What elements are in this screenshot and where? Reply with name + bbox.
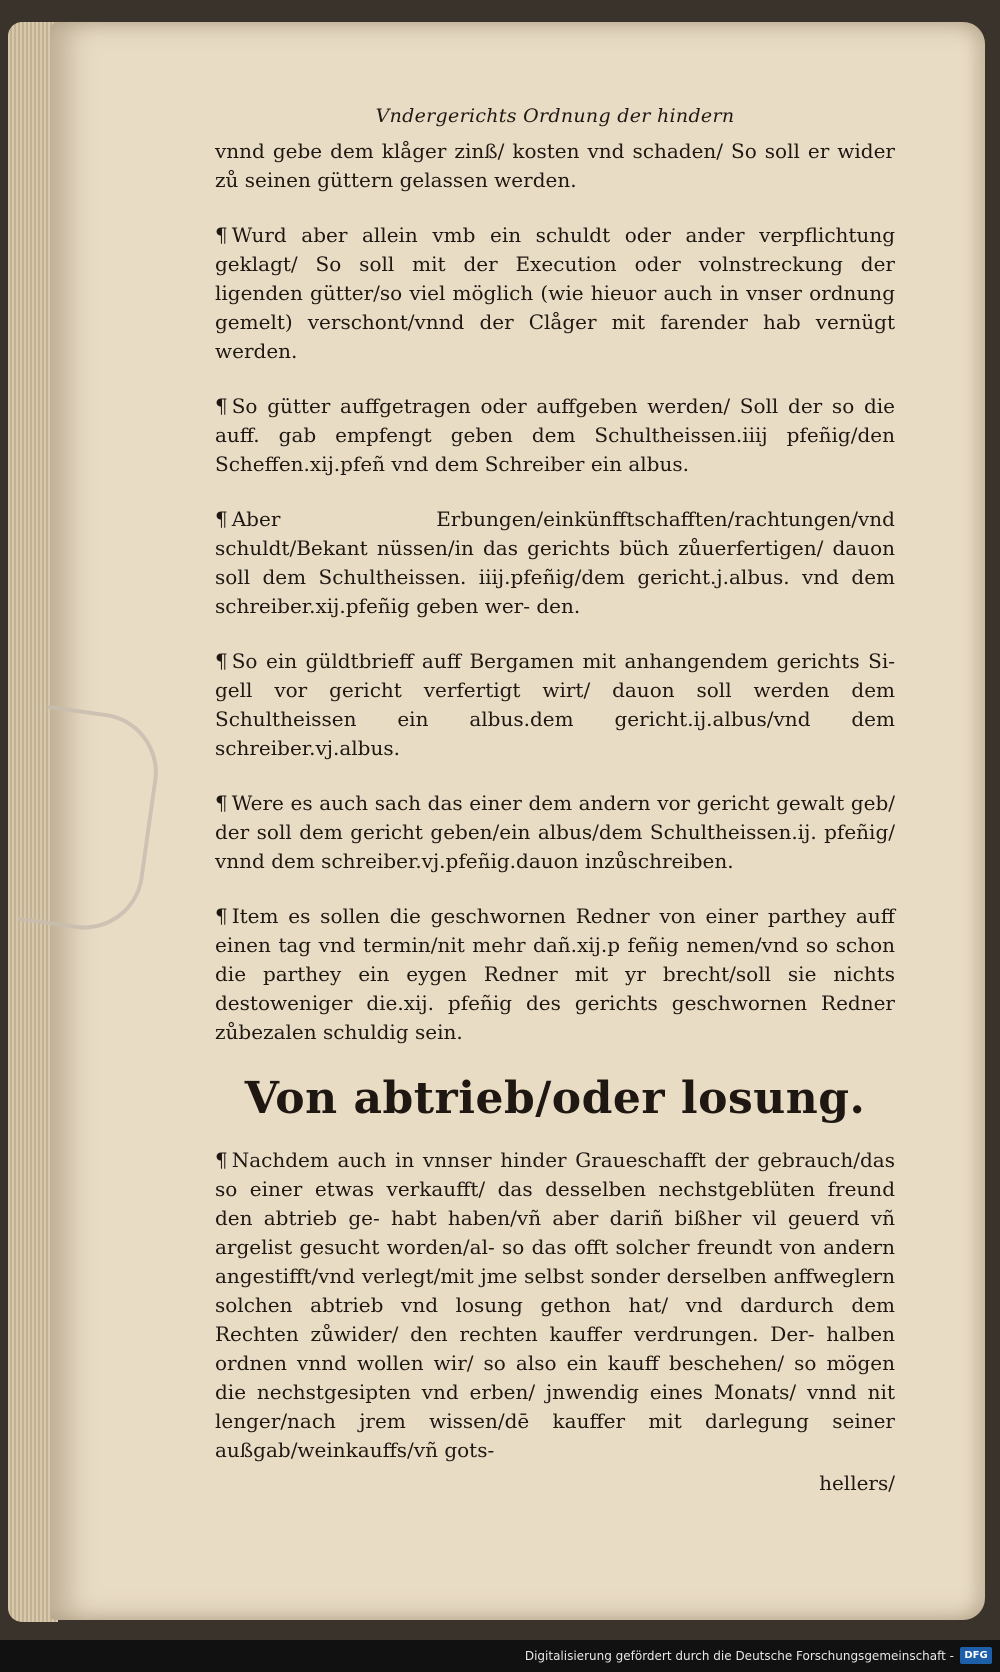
- catchword: hellers/: [819, 1471, 895, 1495]
- section-paragraph-text: Nachdem auch in vnnser hinder Graueschafft der gebrauch/das so einer etwas verkaufft/ das desselben nechstgeblüten freund den abtrieb ge- habt haben/vñ aber dariñ bißher vil geuerd vñ argelist gesucht worden/al- so das offt solcher freundt von andern angestifft/vnd verlegt/mit jme selbst sonder derselben anffweglern solchen abtrieb vnd losung gethon hat/ vnd dardurch dem Rechten zůwider/ den rechten kauffer verdrungen. Der- halben ordnen vnnd wollen wir/ so also ein kauff beschehen/ so mögen die nechstgesipten vnd erben/ jnwendig eines Monats/ vnnd nit lenger/nach jrem wissen/dē kauffer mit darlegung seiner außgab/weinkauffs/vñ gots-: [215, 1148, 895, 1462]
- paragraph-2: [215, 221, 895, 366]
- pilcrow-icon: ¶: [215, 507, 228, 531]
- paragraph-3-text: So gütter auffgetragen oder auffgeben werden/ Soll der so die auff. gab empfengt geben dem Schultheissen.iiij pfeñig/den Scheffen.xij.pfeñ vnd dem Schreiber ein albus.: [215, 394, 895, 476]
- pilcrow-icon: ¶: [215, 904, 228, 928]
- running-head: Vndergerichts Ordnung der hindern: [375, 105, 735, 127]
- footer-credit: Digitalisierung gefördert durch die Deutsche Forschungsgemeinschaft -: [524, 1649, 954, 1663]
- paragraph-5: [215, 647, 895, 763]
- paragraph-7: [215, 902, 895, 1047]
- paragraph-4-text: Aber Erbungen/einkünfftschafften/rachtungen/vnd schuldt/Bekant nüssen/in das gerichts büch zůuerfertigen/ dauon soll dem Schultheissen. iiij.pfeñig/dem gericht.j.albus. vnd dem schreiber.xij.pfeñig geben wer- den.: [215, 507, 895, 618]
- paragraph-5-text: So ein güldtbrieff auff Bergamen mit anhangendem gerichts Si- gell vor gericht verfertigt wirt/ dauon soll werden dem Schultheissen ein albus.dem gericht.ij.albus/vnd dem schreiber.vj.albus.: [215, 649, 895, 760]
- pilcrow-icon: ¶: [215, 649, 228, 673]
- page-text-block: [215, 105, 895, 1495]
- paragraph-4: [215, 505, 895, 621]
- paragraph-7-text: Item es sollen die geschwornen Redner von einer parthey auff einen tag vnd termin/nit mehr dañ.xij.p feñig nemen/vnd so schon die parthey ein eygen Redner mit yr brecht/soll sie nichts destoweniger die.xij. pfeñig des gerichts geschwornen Redner zůbezalen schuldig sein.: [215, 904, 895, 1044]
- pilcrow-icon: ¶: [215, 791, 228, 815]
- paragraph-6-text: Were es auch sach das einer dem andern vor gericht gewalt geb/ der soll dem gericht geben/ein albus/dem Schultheissen.ij. pfeñig/ vnnd dem schreiber.vj.pfeñig.dauon inzůschreiben.: [215, 791, 895, 873]
- paragraph-1: [215, 137, 895, 195]
- section-title: Von abtrieb/oder losung.: [244, 1073, 866, 1124]
- paragraph-6: [215, 789, 895, 876]
- pilcrow-icon: ¶: [215, 394, 228, 418]
- pilcrow-icon: ¶: [215, 1148, 228, 1172]
- paragraph-2-text: Wurd aber allein vmb ein schuldt oder ander verpflichtung geklagt/ So soll mit der Execution oder volnstreckung der ligenden gütter/so viel möglich (wie hieuor auch in vnser ordnung gemelt) verschont/vnnd der Clåger mit farender hab vernügt werden.: [215, 223, 895, 363]
- paragraph-3: [215, 392, 895, 479]
- paragraph-1-text: vnnd gebe dem klåger zinß/ kosten vnd schaden/ So soll er wider zů seinen güttern gelassen werden.: [215, 139, 895, 192]
- dfg-logo-icon: DFG: [960, 1647, 992, 1664]
- pilcrow-icon: ¶: [215, 223, 228, 247]
- footer-bar: [0, 1640, 1000, 1672]
- section-paragraph: [215, 1146, 895, 1465]
